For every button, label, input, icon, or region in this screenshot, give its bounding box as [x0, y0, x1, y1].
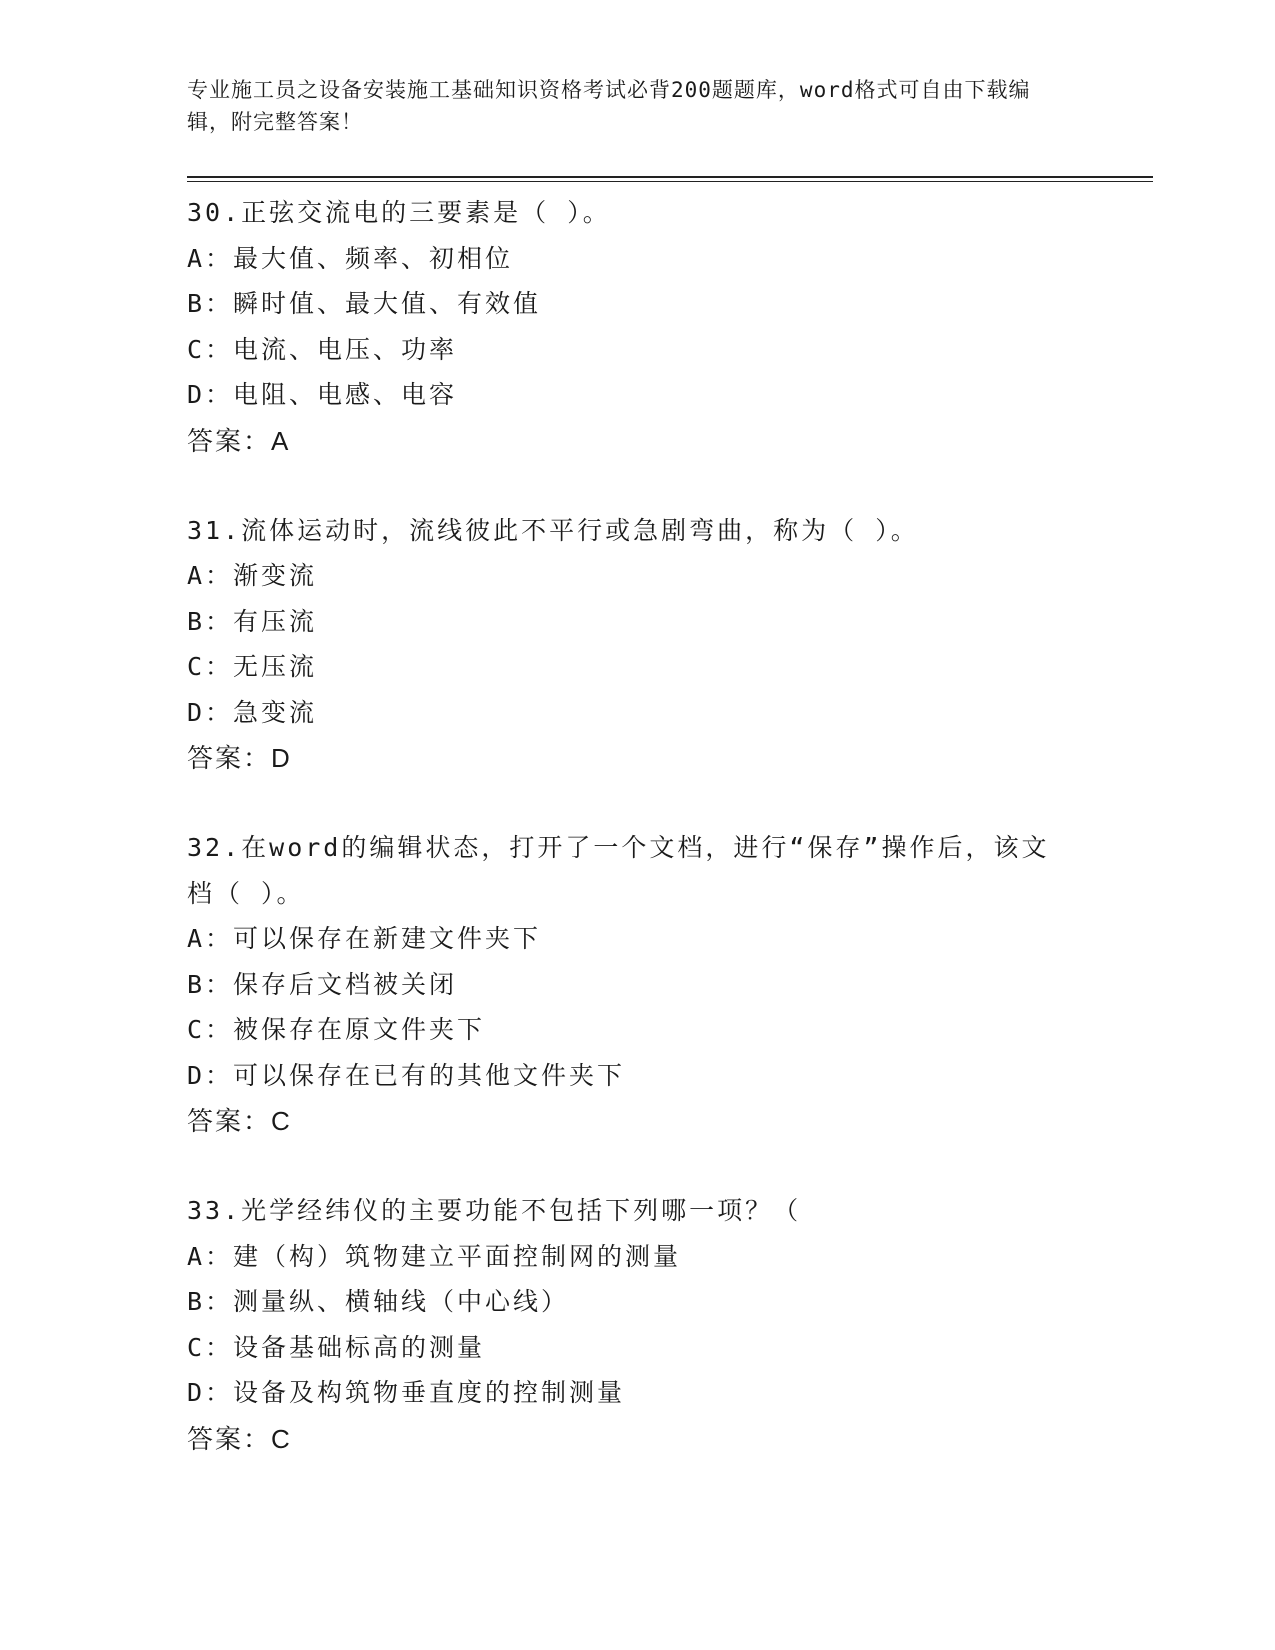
- option-a: A：建（构）筑物建立平面控制网的测量: [187, 1241, 682, 1271]
- answer: 答案：C: [187, 1106, 292, 1136]
- option-d: D：可以保存在已有的其他文件夹下: [187, 1060, 626, 1090]
- option-b: B：有压流: [187, 606, 318, 636]
- option-a: A：可以保存在新建文件夹下: [187, 924, 542, 953]
- option-b: B：测量纵、横轴线（中心线）: [187, 1287, 570, 1316]
- question-33: [187, 1188, 1087, 1462]
- option-a: A：最大值、频率、初相位: [187, 243, 514, 273]
- option-c: C：被保存在原文件夹下: [187, 1015, 486, 1044]
- question-30: [187, 190, 1087, 464]
- option-d: D：急变流: [187, 697, 318, 727]
- option-a: A：渐变流: [187, 561, 318, 590]
- option-c: C：电流、电压、功率: [187, 334, 458, 364]
- answer: 答案：A: [187, 425, 291, 456]
- question-32: [187, 825, 1087, 1144]
- header-divider-thin: [187, 181, 1153, 182]
- question-stem: 31.流体运动时，流线彼此不平行或急剧弯曲，称为（ ）。: [187, 515, 919, 545]
- option-d: D：设备及构筑物垂直度的控制测量: [187, 1378, 626, 1407]
- question-31: [187, 508, 1087, 782]
- header-divider-thick: [187, 176, 1153, 178]
- question-list: [187, 190, 1087, 1506]
- answer: 答案：D: [187, 743, 292, 773]
- option-c: C：设备基础标高的测量: [187, 1332, 486, 1362]
- document-header: 专业施工员之设备安装施工基础知识资格考试必背200题题库，word格式可自由下载编辑，附完整答案！: [187, 78, 1031, 134]
- question-stem: 30.正弦交流电的三要素是（ ）。: [187, 198, 611, 227]
- answer: 答案：C: [187, 1423, 292, 1454]
- question-stem: 32.在word的编辑状态，打开了一个文档，进行“保存”操作后，该文档（ ）。: [187, 833, 1050, 908]
- option-c: C：无压流: [187, 652, 318, 681]
- question-stem: 33.光学经纬仪的主要功能不包括下列哪一项？（: [187, 1196, 802, 1225]
- option-d: D：电阻、电感、电容: [187, 380, 458, 409]
- option-b: B：保存后文档被关闭: [187, 969, 458, 999]
- option-b: B：瞬时值、最大值、有效值: [187, 289, 542, 318]
